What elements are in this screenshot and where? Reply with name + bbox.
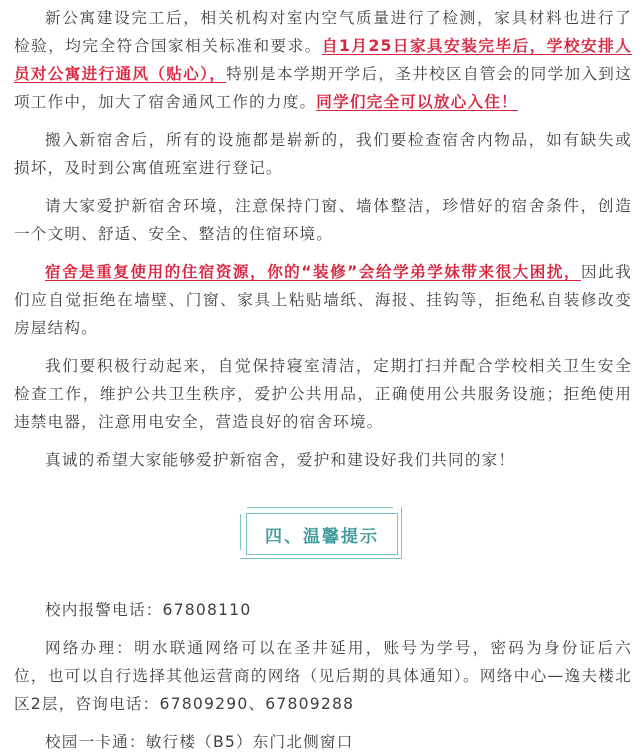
paragraph-cleanliness — [14, 352, 632, 436]
tip-alarm-phone: 校内报警电话：67808110 — [45, 601, 252, 619]
tip-campus-card: 校园一卡通：敏行楼（B5）东门北侧窗口 — [45, 733, 354, 751]
p1-text-2: 特别是本学期开学后，圣井校区自管会的同学加入到这项工作中，加大了宿舍通风工作的力度。 — [14, 65, 632, 111]
p5-text: 我们要积极行动起来，自觉保持寝室清洁，定期打扫并配合学校相关卫生安全检查工作，维护公共卫生秩序，爱护公共用品，正确使用公共服务设施；拒绝使用违禁电器，注意用电安全，营造良好的宿舍环境。 — [14, 357, 632, 431]
paragraph-ventilation — [14, 4, 632, 116]
p4-highlight: 宿舍是重复使用的住宿资源，你的“装修”会给学弟学妹带来很大困扰， — [45, 263, 582, 281]
paragraph-check-items — [14, 126, 632, 182]
p6-text: 真诚的希望大家能够爱护新宿舍，爱护和建设好我们共同的家！ — [45, 451, 516, 469]
paragraph-protect-environment — [14, 192, 632, 248]
p2-text: 搬入新宿舍后，所有的设施都是崭新的，我们要检查宿舍内物品，如有缺失或损坏，及时到公寓值班室进行登记。 — [14, 131, 632, 177]
section-header — [240, 507, 404, 561]
tip-network: 网络办理：明水联通网络可以在圣井延用，账号为学号，密码为身份证后六位，也可以自行选择其他运营商的网络（见后期的具体通知）。网络中心—逸夫楼北区2层，咨询电话：67809290、67809288 — [14, 639, 632, 713]
p4-text: 因此我们应自觉拒绝在墙壁、门窗、家具上粘贴墙纸、海报、挂钩等，拒绝私自装修改变房屋结构。 — [14, 263, 632, 337]
p1-highlight-2: 同学们完全可以放心入住！ — [316, 93, 518, 111]
p1-text-1: 新公寓建设完工后，相关机构对室内空气质量进行了检测，家具材料也进行了检验，均完全符合国家相关标准和要求。 — [14, 9, 632, 55]
paragraph-no-decoration — [14, 258, 632, 342]
section-outer-border — [240, 507, 402, 559]
p1-highlight-1: 自1月25日家具安装完毕后，学校安排人员对公寓进行通风（贴心）， — [14, 37, 632, 83]
section-inner-border — [246, 513, 398, 555]
section-title: 四、温馨提示 — [265, 526, 379, 547]
p3-text: 请大家爱护新宿舍环境，注意保持门窗、墙体整洁，珍惜好的宿舍条件，创造一个文明、舒适、安全、整洁的住宿环境。 — [14, 197, 632, 243]
paragraph-closing — [14, 446, 632, 474]
